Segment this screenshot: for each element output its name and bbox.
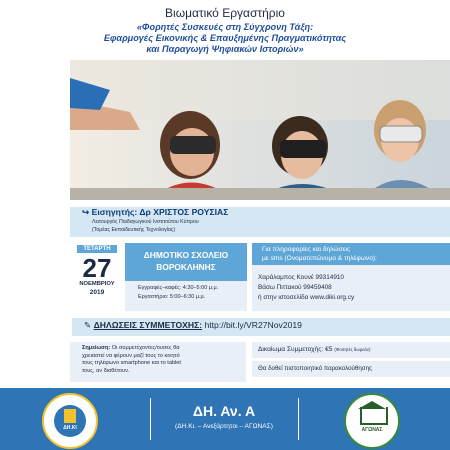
weekday-badge: ΤΕΤΑΡΤΗ [77,245,117,253]
subtitle-line-2: Εφαρμογές Εικονικής & Επαυξημένης Πραγματικότητας [103,33,347,43]
registration-link-row [84,320,302,331]
contact-head-2: με sms (Ονοματεπώνυμο & τηλέφωνο): [262,255,377,262]
year-label: 2019 [89,289,105,296]
event-date [70,245,124,296]
arrow-icon: ↪ [82,207,92,217]
certificate-text: Θα δοθεί πιστοποιητικό παρακολούθησης [258,365,373,372]
note-text: Σημείωση: Οι συμμετέχοντες/ουσες θα χρειαστεί να φέρουν μαζί τους το κινητό τους τηλέφωνο smartphone και το tablet τους, αν διαθέτουν. [82,345,181,374]
footer-org [150,403,298,430]
vr-students-photo [70,60,450,200]
speaker-role-1: Λειτουργός Παιδαγωγικού Ινστιτούτου Κύπρου [92,219,199,225]
agonas-logo [344,393,400,449]
diki-logo-text: ΔΗ.ΚΙ [63,425,77,431]
subtitle-line-1: «Φορητές Συσκευές στη Σύγχρονη Τάξη: [136,22,314,32]
agonas-logo-text: ΑΓΩΝΑΣ [361,427,383,433]
workshop-time: Εργαστήριο: 5:00–6:30 μ.μ. [138,294,206,300]
school-line-1: ΔΗΜΟΤΙΚΟ ΣΧΟΛΕΙΟ [143,250,229,260]
school-line-2: ΒΟΡΟΚΛΗΝΗΣ [156,262,216,272]
diki-logo [42,393,98,449]
note-label: Σημείωση: [82,345,111,351]
contact-list [258,273,354,303]
pencil-icon: ✎ [84,320,94,330]
page-title: Βιωματικό Εργαστήριο [165,6,285,20]
workshop-subtitle [40,22,410,55]
day-number: 27 [82,253,112,283]
registration-url[interactable]: http://bit.ly/VR27Nov2019 [204,320,302,330]
contact-website[interactable]: ή στην ιστοσελίδα www.diki.org.cy [258,294,355,301]
fee-text [258,346,370,353]
contact-header-text [262,245,377,263]
registration-label: ΔΗΛΩΣΕΙΣ ΣΥΜΜΕΤΟΧΗΣ: [93,320,203,330]
contact-head-1: Για πληροφορίες και δηλώσεις [262,246,351,253]
subtitle-line-3: και Παραγωγή Ψηφιακών Ιστοριών» [146,44,304,54]
org-name: ΔΗ. Αν. Α [192,403,256,419]
speaker-role-2: (Τομέας Εκπαιδευτικής Τεχνολογίας) [92,227,176,233]
speaker-label: ↪ Εισηγητής: Δρ ΧΡΙΣΤΟΣ ΡΟΥΣΙΑΣ [82,207,229,217]
org-subtitle: (ΔΗ.Κι. – Ανεξάρτητοι – ΑΓΩΝΑΣ) [175,423,273,430]
month-label: ΝΟΕΜΒΡΙΟΥ [79,281,115,287]
school-name [125,249,247,273]
fee-label: Δικαίωμα Συμμετοχής: €5 [258,346,333,353]
contact-1: Χαράλαμπος Κουνέ 99314910 [258,274,344,281]
fee-note: (Φοιτητές δωρεάν) [334,347,371,352]
contact-2: Βάσω Πιττακού 99459408 [258,284,332,291]
registration-time: Εγγραφές–καφές: 4:30–5:00 μ.μ. [138,285,219,291]
footer-divider-right [298,398,299,440]
